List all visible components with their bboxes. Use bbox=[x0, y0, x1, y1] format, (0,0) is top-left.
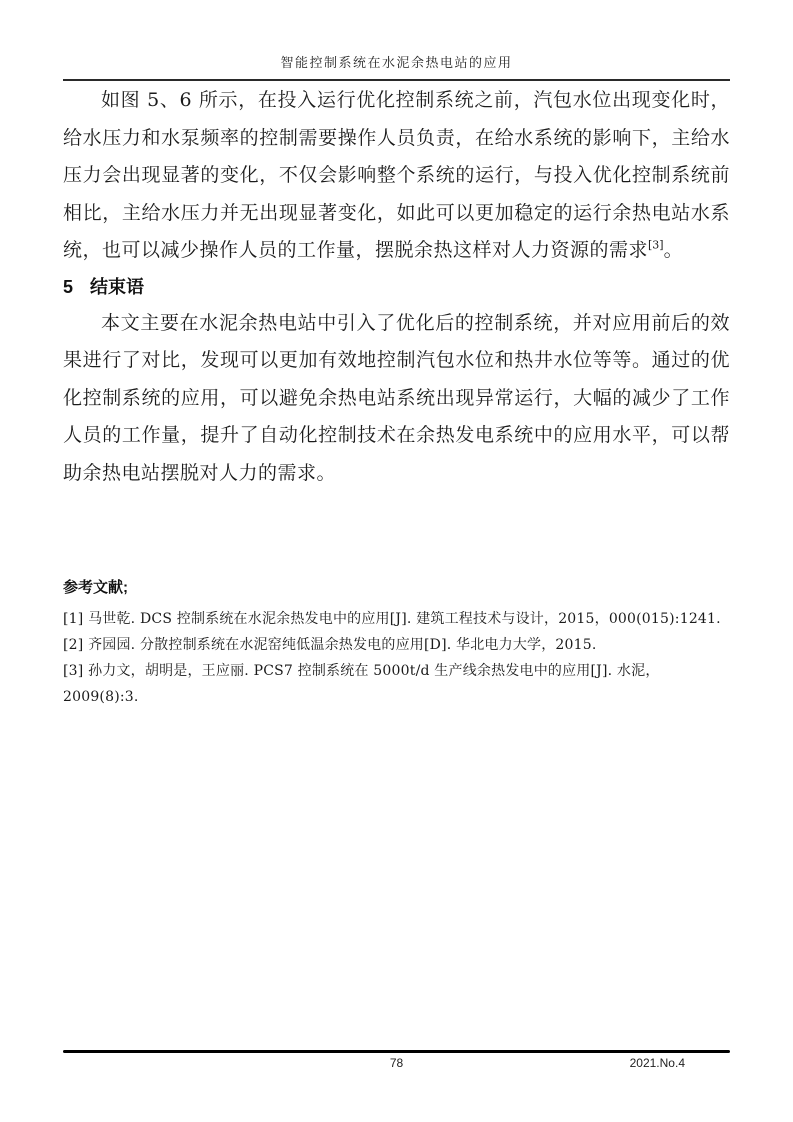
reference-item: [3] 孙力文，胡明是，王应丽. PCS7 控制系统在 5000t/d 生产线余热发电中的应用[J]. 水泥，2009(8):3. bbox=[63, 663, 660, 705]
section-title: 结束语 bbox=[90, 276, 145, 297]
footer-row bbox=[63, 1053, 730, 1070]
reference-item: [2] 齐园园. 分散控制系统在水泥窑纯低温余热发电的应用[D]. 华北电力大学，2015. bbox=[63, 637, 597, 653]
issue-label: 2021.No.4 bbox=[629, 1056, 685, 1070]
page-header bbox=[63, 0, 730, 81]
section-number: 5 bbox=[63, 276, 74, 297]
citation-superscript: [3] bbox=[648, 238, 664, 252]
intro-paragraph-period: 。 bbox=[663, 239, 684, 261]
page-number: 78 bbox=[389, 1056, 404, 1070]
conclusion-paragraph: 本文主要在水泥余热电站中引入了优化后的控制系统，并对应用前后的效果进行了对比，发现可以更加有效地控制汽包水位和热井水位等等。通过的优化控制系统的应用，可以避免余热电站系统出现异常运行，大幅的减少了工作人员的工作量，提升了自动化控制技术在余热发电系统中的应用水平，可以帮助余热电站摆脱对人力的需求。 bbox=[63, 311, 730, 484]
intro-paragraph bbox=[63, 81, 730, 270]
page-footer bbox=[63, 1050, 730, 1070]
main-content bbox=[63, 81, 730, 710]
section-heading bbox=[63, 272, 730, 303]
references-heading: 参考文献; bbox=[63, 579, 128, 596]
intro-paragraph-text: 如图 5、6 所示，在投入运行优化控制系统之前，汽包水位出现变化时，给水压力和水泵频率的控制需要操作人员负责，在给水系统的影响下，主给水压力会出现显著的变化，不仅会影响整个系统的运行，与投入优化控制系统前相比，主给水压力并无出现显著变化，如此可以更加稳定的运行余热电站水系统，也可以减少操作人员的工作量，摆脱余热这样对人力资源的需求 bbox=[63, 89, 730, 261]
reference-item: [1] 马世乾. DCS 控制系统在水泥余热发电中的应用[J]. 建筑工程技术与设计，2015，000(015):1241. bbox=[63, 611, 721, 627]
references-section bbox=[63, 576, 730, 710]
running-head-title: 智能控制系统在水泥余热电站的应用 bbox=[280, 56, 513, 71]
